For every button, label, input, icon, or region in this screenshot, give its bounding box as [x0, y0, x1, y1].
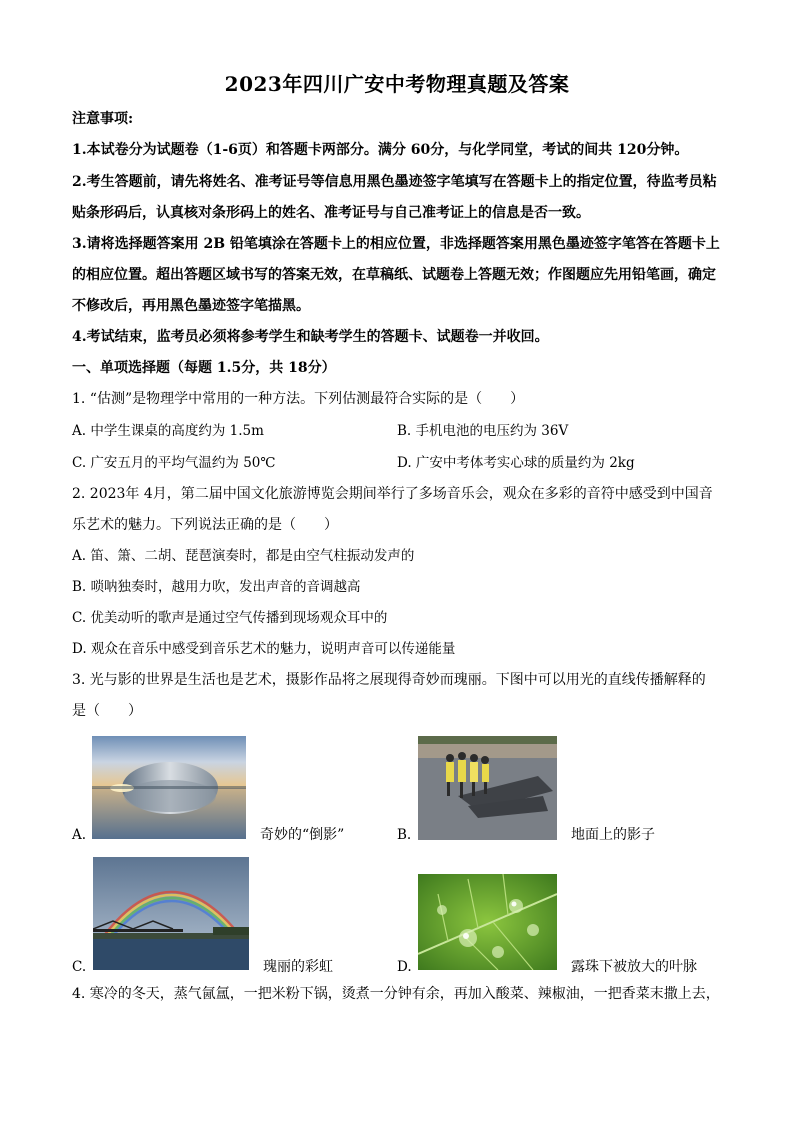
question-3-option-d-label: D. [397, 959, 412, 975]
question-3-option-a-label: A. [72, 827, 87, 843]
question-3-option-a-caption: 奇妙的“倒影” [260, 827, 345, 843]
notice-item-3-cont: 的相应位置。超出答题区域书写的答案无效，在草稿纸、试题卷上答题无效；作图题应先用铅笔画，确定 [72, 267, 716, 283]
question-2-option-b: B. 唢呐独奏时，越用力吹，发出声音的音调越高 [72, 579, 361, 595]
question-2-stem: 2. 2023年 4月，第二届中国文化旅游博览会期间举行了多场音乐会，观众在多彩的音符中感受到中国音 [72, 486, 713, 502]
notice-item-4: 4.考试结束，监考员必须将参考学生和缺考学生的答题卡、试题卷一并收回。 [72, 329, 549, 345]
question-3-option-b-label: B. [397, 827, 412, 843]
leaf-water-drops-photo [418, 874, 557, 970]
question-2-stem-cont: 乐艺术的魅力。下列说法正确的是（ ） [72, 517, 338, 533]
notice-item-1: 1.本试卷分为试题卷（1-6页）和答题卡两部分。满分 60分，与化学同堂，考试的间共 120分钟。 [72, 142, 689, 158]
question-1-option-d: D. 广安中考体考实心球的质量约为 2kg [397, 455, 635, 471]
question-1-stem: 1. “估测”是物理学中常用的一种方法。下列估测最符合实际的是（ ） [72, 391, 525, 407]
question-3-option-b-caption: 地面上的影子 [571, 827, 655, 843]
notice-item-2: 2.考生答题前，请先将姓名、准考证号等信息用黑色墨迹签字笔填写在答题卡上的指定位置，待监考员粘 [72, 174, 717, 190]
question-4-stem: 4. 寒冷的冬天，蒸气氤氲，一把米粉下锅，烫煮一分钟有余，再加入酸菜、辣椒油，一把香菜末撒上去， [72, 986, 720, 1002]
question-1-option-b: B. 手机电池的电压约为 36V [397, 423, 569, 439]
question-2-option-c: C. 优美动听的歌声是通过空气传播到现场观众耳中的 [72, 610, 388, 626]
question-3-stem: 3. 光与影的世界是生活也是艺术，摄影作品将之展现得奇妙而瑰丽。下图中可以用光的直线传播解释的 [72, 672, 706, 688]
question-2-option-a: A. 笛、箫、二胡、琵琶演奏时，都是由空气柱振动发声的 [72, 548, 415, 564]
notice-heading: 注意事项: [72, 111, 134, 127]
notice-item-2-cont: 贴条形码后，认真核对条形码上的姓名、准考证号与自己准考证上的信息是否一致。 [72, 205, 590, 221]
children-shadows-photo [418, 736, 557, 840]
question-2-option-d: D. 观众在音乐中感受到音乐艺术的魅力，说明声音可以传递能量 [72, 641, 456, 657]
question-1-option-a: A. 中学生课桌的高度约为 1.5m [72, 423, 264, 439]
question-3-stem-cont: 是（ ） [72, 703, 142, 719]
opera-house-reflection-photo [92, 736, 246, 839]
notice-item-3: 3.请将选择题答案用 2B 铅笔填涂在答题卡上的相应位置，非选择题答案用黑色墨迹签字笔答在答题卡上 [72, 236, 720, 252]
question-3-option-c-caption: 瑰丽的彩虹 [263, 959, 333, 975]
notice-item-3-cont2: 不修改后，再用黑色墨迹签字笔描黑。 [72, 298, 310, 314]
page-title: 2023年四川广安中考物理真题及答案 [224, 72, 570, 96]
question-3-option-d-caption: 露珠下被放大的叶脉 [571, 959, 697, 975]
section-heading: 一、单项选择题（每题 1.5分，共 18分） [72, 360, 336, 376]
rainbow-bridge-photo [93, 857, 249, 970]
question-3-option-c-label: C. [72, 959, 87, 975]
question-1-option-c: C. 广安五月的平均气温约为 50℃ [72, 455, 276, 471]
